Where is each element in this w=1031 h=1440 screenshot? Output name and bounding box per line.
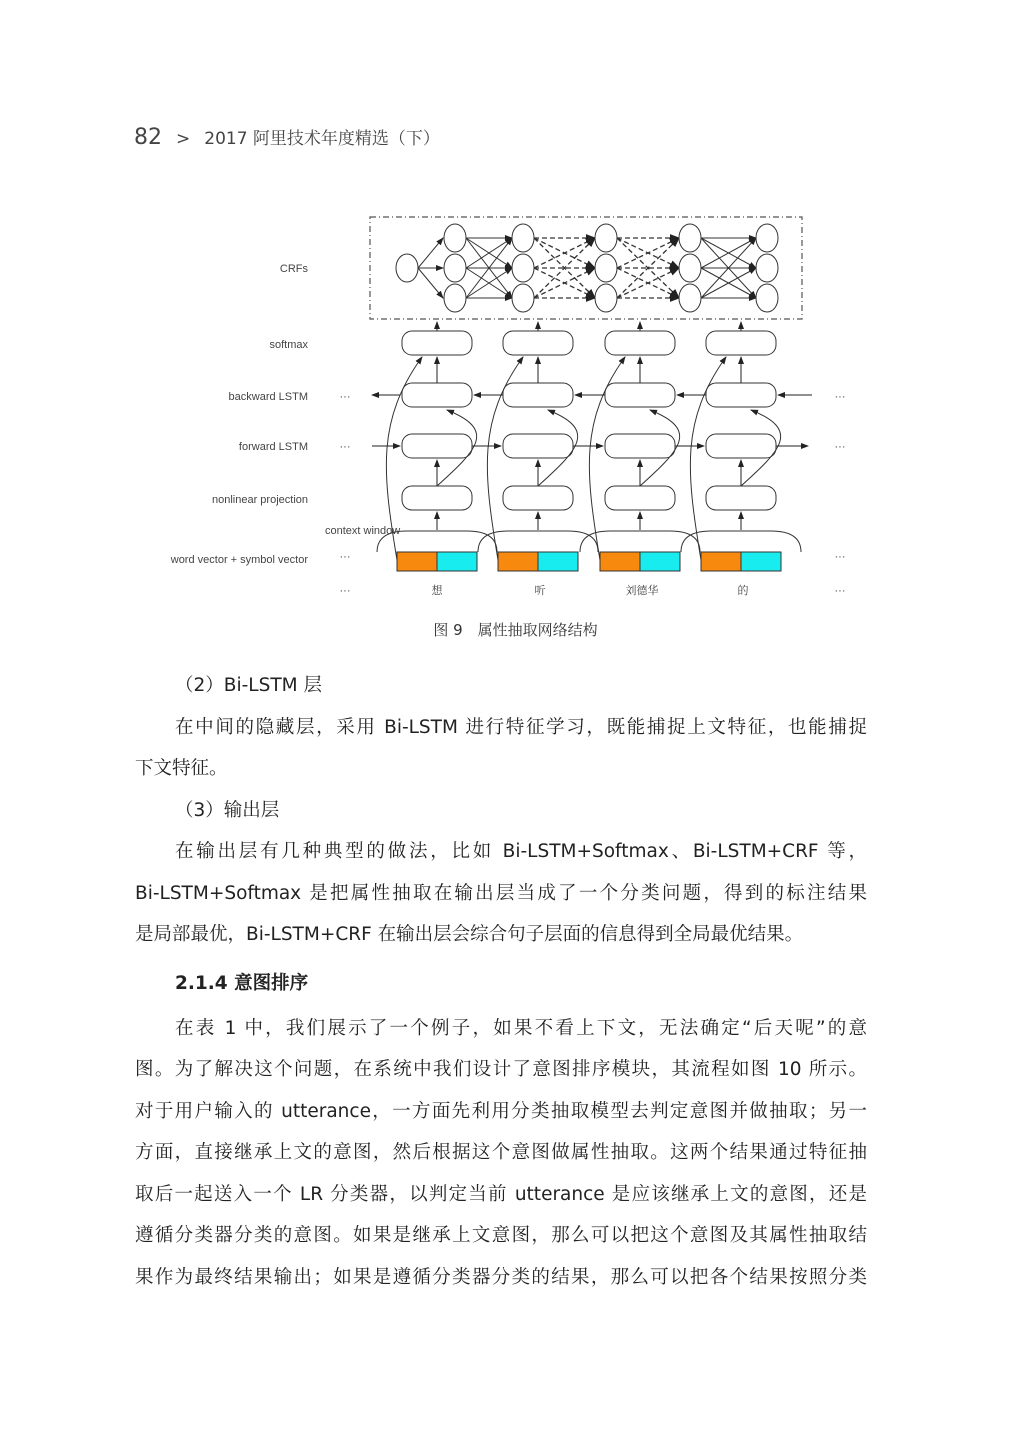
label-nonlinear-projection: nonlinear projection [211,494,308,506]
body-text [135,665,867,1298]
symbol-vector-block [741,552,781,571]
symbol-vector-block [538,552,578,571]
word-vector-block [397,552,437,571]
crf-node [444,284,466,312]
backward-cell [402,383,472,407]
softmax-cell [706,331,776,355]
lstm-layers [372,322,812,571]
crf-node [756,224,778,252]
crf-node [444,224,466,252]
ellipsis: ··· [834,441,846,453]
word-label: 想 [431,585,443,597]
word-vector-block [701,552,741,571]
label-context-window: context window [325,525,401,537]
network-diagram [0,0,1031,610]
crf-graph [396,224,778,312]
paragraph-line: 遵循分类器分类的意图。如果是继承上文意图，那么可以把这个意图及其属性抽取结 [135,1225,867,1246]
subheading: （2）Bi-LSTM 层 [175,675,322,696]
ellipsis: ··· [339,551,351,563]
paragraph-line: 下文特征。 [135,758,228,779]
ellipsis: ··· [834,391,846,403]
crf-edge [418,238,443,268]
forward-cell [503,434,573,458]
crf-node [595,284,617,312]
label-crfs: CRFs [279,263,308,275]
word-label: 刘德华 [625,585,659,597]
book-title: 2017 阿里技术年度精选（下） [204,129,440,149]
paragraph-line: 在表 1 中，我们展示了一个例子，如果不看上下文，无法确定“后天呢”的意 [175,1017,867,1039]
crf-start-node [396,254,418,282]
softmax-cell [605,331,675,355]
label-backward-lstm: backward LSTM [228,391,308,403]
backward-cell [605,383,675,407]
crf-node [679,284,701,312]
word-label: 的 [737,585,749,597]
ellipsis: ··· [339,441,351,453]
ellipsis: ··· [339,391,351,403]
paragraph-line: 果作为最终结果输出；如果是遵循分类器分类的结果，那么可以把各个结果按照分类 [135,1266,867,1288]
crf-node [512,254,534,282]
proj-cell [402,486,472,510]
crf-node [595,224,617,252]
paragraph-line: 在输出层有几种典型的做法，比如 Bi-LSTM+Softmax、Bi-LSTM+CRF 等， [175,841,867,862]
paragraph-line: 对于用户输入的 utterance，一方面先利用分类抽取模型去判定意图并做抽取；另一 [135,1100,867,1122]
paragraph-line: 取后一起送入一个 LR 分类器，以判定当前 utterance 是应该继承上文的意图，还是 [135,1183,867,1205]
ellipsis: ··· [834,585,846,597]
forward-cell [402,434,472,458]
crf-node [595,254,617,282]
crf-node [756,284,778,312]
paragraph-line: Bi-LSTM+Softmax 是把属性抽取在输出层当成了一个分类问题，得到的标注结果 [135,882,867,904]
word-vector-block [498,552,538,571]
softmax-cell [503,331,573,355]
paragraph-line: 图。为了解决这个问题，在系统中我们设计了意图排序模块，其流程如图 10 所示。 [135,1059,867,1080]
paragraph-line: 是局部最优，Bi-LSTM+CRF 在输出层会综合句子层面的信息得到全局最优结果。 [135,924,804,945]
page-number: 82 [134,125,162,150]
symbol-vector-block [640,552,680,571]
crf-edge [418,268,443,298]
proj-cell [605,486,675,510]
figure-caption: 图 9 属性抽取网络结构 [433,621,598,639]
section-heading: 2.1.4 意图排序 [175,972,309,994]
paragraph-line: 方面，直接继承上文的意图，然后根据这个意图做属性抽取。这两个结果通过特征抽 [135,1142,867,1163]
word-label: 听 [534,585,546,597]
paragraph-line: 在中间的隐藏层，采用 Bi-LSTM 进行特征学习，既能捕捉上文特征，也能捕捉 [175,716,867,738]
crf-node [679,224,701,252]
softmax-cell [402,331,472,355]
label-forward-lstm: forward LSTM [238,441,308,453]
forward-cell [605,434,675,458]
header-separator: > [176,129,191,149]
backward-cell [706,383,776,407]
symbol-vector-block [437,552,477,571]
label-softmax: softmax [269,339,308,351]
word-vector-block [600,552,640,571]
crf-node [512,224,534,252]
forward-cell [706,434,776,458]
ellipsis: ··· [339,585,351,597]
crf-node [679,254,701,282]
crf-node [444,254,466,282]
ellipsis: ··· [834,551,846,563]
backward-cell [503,383,573,407]
proj-cell [706,486,776,510]
crf-node [512,284,534,312]
proj-cell [503,486,573,510]
subheading: （3）输出层 [175,799,280,821]
crf-node [756,254,778,282]
label-vector: word vector + symbol vector [170,554,308,566]
